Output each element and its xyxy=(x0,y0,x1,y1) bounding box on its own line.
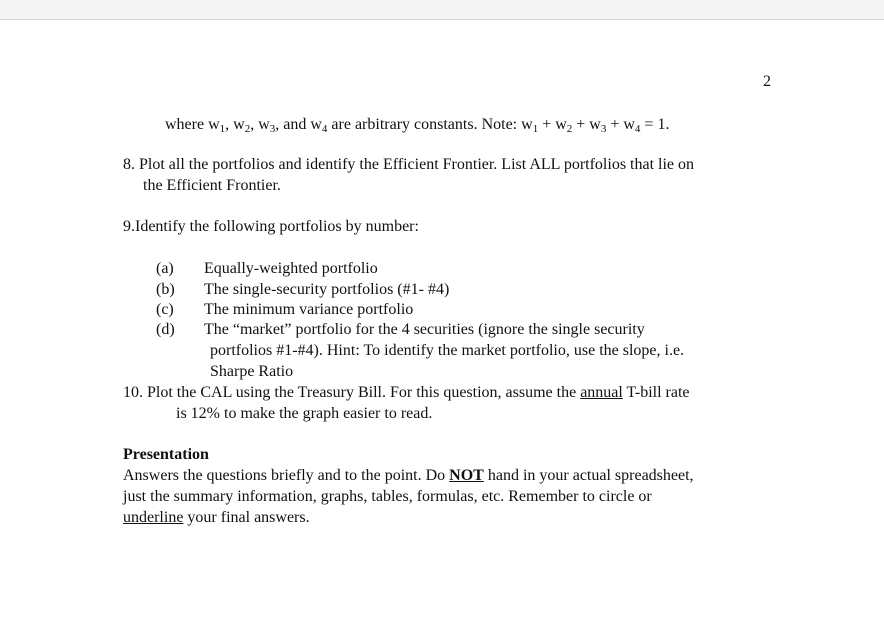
weights-sentence xyxy=(165,115,669,135)
q9-item-a-label: (a) xyxy=(156,260,174,277)
q9-heading: 9.Identify the following portfolios by number: xyxy=(123,218,419,235)
q9-item-c-label: (c) xyxy=(156,301,174,318)
presentation-not-emphasis: NOT xyxy=(449,467,484,484)
subscript-2: 2 xyxy=(566,123,573,135)
weights-sep: + w xyxy=(572,116,601,133)
subscript-1: 1 xyxy=(219,123,226,135)
q10-line-2: is 12% to make the graph easier to read. xyxy=(176,405,433,422)
presentation-text-rest: your final answers. xyxy=(183,509,310,526)
q9-item-d-label: (d) xyxy=(156,321,175,338)
weights-sep: + w xyxy=(538,116,567,133)
weights-sep: + w xyxy=(606,116,635,133)
presentation-underline-word: underline xyxy=(123,509,184,526)
presentation-heading: Presentation xyxy=(123,446,209,463)
q9-item-b-text: The single-security portfolios (#1- #4) xyxy=(204,281,450,298)
q9-item-b-label: (b) xyxy=(156,281,175,298)
subscript-4: 4 xyxy=(634,123,641,135)
presentation-text-before: Answers the questions briefly and to the point. Do xyxy=(123,467,450,484)
presentation-line-1 xyxy=(123,466,694,486)
q9-item-c-text: The minimum variance portfolio xyxy=(204,301,414,318)
subscript-4: 4 xyxy=(321,123,328,135)
weights-sep: , w xyxy=(250,116,270,133)
subscript-2: 2 xyxy=(244,123,251,135)
presentation-line-3 xyxy=(123,508,310,528)
q9-item-d-cont-1: portfolios #1-#4). Hint: To identify the market portfolio, use the slope, i.e. xyxy=(210,342,685,359)
q9-item-a-text: Equally-weighted portfolio xyxy=(204,260,378,277)
weights-sep: , w xyxy=(225,116,245,133)
presentation-text-after: hand in your actual spreadsheet, xyxy=(483,467,694,484)
subscript-3: 3 xyxy=(269,123,276,135)
q10-annual-underlined: annual xyxy=(580,384,623,401)
q9-item-d-text: The “market” portfolio for the 4 securities (ignore the single security xyxy=(204,321,645,338)
q9-item-d-cont-2: Sharpe Ratio xyxy=(210,363,294,380)
presentation-line-2: just the summary information, graphs, tables, formulas, etc. Remember to circle or xyxy=(123,488,652,505)
weights-prefix: where w xyxy=(165,116,220,133)
q10-text-after: T-bill rate xyxy=(622,384,690,401)
weights-suffix: = 1. xyxy=(640,116,670,133)
weights-mid: are arbitrary constants. Note: w xyxy=(327,116,533,133)
q10-text-before: 10. Plot the CAL using the Treasury Bill. For this question, assume the xyxy=(123,384,581,401)
page-number: 2 xyxy=(763,73,771,90)
q8-line-2: the Efficient Frontier. xyxy=(143,177,281,194)
q8-line-1: 8. Plot all the portfolios and identify the Efficient Frontier. List ALL portfolios that lie on xyxy=(123,156,695,173)
q10-line-1 xyxy=(123,383,690,403)
weights-sep: , and w xyxy=(275,116,322,133)
toolbar-strip xyxy=(0,0,884,20)
subscript-3: 3 xyxy=(600,123,607,135)
subscript-1: 1 xyxy=(532,123,539,135)
